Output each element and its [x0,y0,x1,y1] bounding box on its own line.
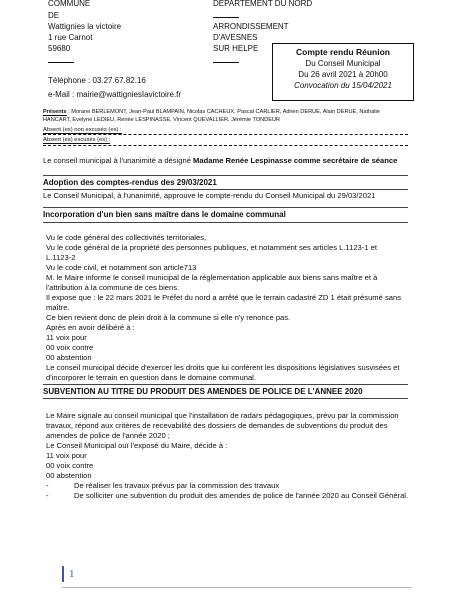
report-convocation: Convocation du 15/04/2021 [294,81,392,90]
section2-line: Vu le code général des collectivités territoriales, [46,233,207,242]
section3-line: Le Conseil Municipal ouï l'exposé du Maire, décide à : [46,441,228,450]
absent-unexcused: Absent (es) non excusés (es) : [43,127,122,133]
section2-vote-for: 11 voix pour [46,333,87,342]
section2-line: Après en avoir délibéré à : [46,323,135,332]
section2-line: maître. [46,303,70,312]
section2-title: Incorporation d'un bien sans maître dans le domaine communal [43,210,286,219]
section2-line: Il expose que : le 22 mars 2021 le Préfet du nord a arrêté que le terrain cadastré ZD 1 était présumé sans [46,293,401,302]
section3-bullet: - De réaliser les travaux prévus par la commission des travaux [46,481,280,490]
report-date-line: Du 26 avril 2021 à 20h00 [298,70,388,79]
attendance-divider-1 [43,134,408,135]
section2-line: Vu le code général de la propriété des personnes publiques, et notamment ses articles L.1123-1 et [46,243,377,252]
section2-line: d'incorporer le terrain en question dans le domaine communal. [46,373,256,382]
page-number-bar [62,566,64,582]
commune-phone: Téléphone : 03.27.67.82.16 [48,76,146,85]
section2-title-rule [43,222,408,223]
section2-line: M. le Maire informe le conseil municipal de la réglementation applicable aux biens sans maître et à [46,273,378,282]
report-council-line: Du Conseil Municipal [305,59,381,68]
report-box [272,43,414,101]
section2-line: Le conseil municipal décide d'exercer les droits que lui confèrent les dispositions législatives susvisées et [46,363,400,372]
arrondissement-line-2: D'AVESNES [213,33,258,42]
section3-bullet: - De solliciter une subvention du produit des amendes de police de l'année 2020 au Conseil Général. [46,491,409,500]
attendance-divider-2 [43,145,408,146]
commune-postcode: 59680 [48,44,71,53]
section3-line: Le Maire signale au conseil municipal que l'installation de radars pédagogiques, prévu par la commission [46,411,399,420]
section1-title-rule [43,189,408,190]
section2-top-rule [43,207,408,208]
section2-line: Ce bien revient donc de plein droit à la commune si elle n'y renonce pas. [46,313,291,322]
section2-line: L.1123-2 [46,253,76,262]
absent-excused: Absent (es) excusés (es) : [43,137,111,143]
section3-vote-for: 11 voix pour [46,451,87,460]
attendance-present [43,109,380,116]
section1-top-rule [43,175,408,176]
section3-line: amendes de police de l'année 2020 ; [46,431,170,440]
section3-line: travaux, répond aux critères de recevabilité des dossiers de demandes de subventions du produit des [46,421,388,430]
arrondissement-line-1: ARRONDISSEMENT [213,22,289,31]
arrondissement-line-3: SUR HELPE [213,44,259,53]
page-number: 1 [69,568,75,580]
commune-email: e-Mail : mairie@wattigniesIavictoire.fr [48,90,182,99]
section2-body [46,233,401,383]
commune-name: COMMUNE [48,0,91,8]
commune-divider [48,62,74,63]
section3-title-rule [43,398,408,399]
departement-divider-1 [213,17,239,18]
present-label: Présents [43,109,67,115]
section3-body [46,411,408,501]
section3-vote-against: 00 voix contre [46,461,94,470]
departement-title: DEPARTEMENT DU NORD [213,0,313,8]
commune-street: 1 rue Carnot [48,33,93,42]
section2-vote-abstention: 00 abstention [46,353,92,362]
section2-vote-against: 00 voix contre [46,343,94,352]
section3-title: SUBVENTION AU TITRE DU PRODUIT DES AMENDES DE POLICE DE L'ANNEE 2020 [43,387,363,396]
departement-divider-2 [213,62,239,63]
section1-title: Adoption des comptes-rendus des 29/03/2021 [43,178,217,187]
commune-town: Wattignies la victoire [48,22,122,31]
present-names: : Morane BERLEMONT, Jean-Paul BLAMPAIN, Nicolas CACHEUX, Pascal CARLIER, Adrien DERUE, Alain DERUE, Nathalie [66,109,380,115]
section2-line: Vu le code civil, et notamment son article713 [46,263,197,272]
section3-vote-abstention: 00 abstention [46,471,92,480]
section3-top-rule [43,384,408,385]
attendance-present-2: HANCART, Evelyne LEDIEU, Renée LESPINASSE, Vincent QUEVALLIER, Jérémie TONDEUR [43,117,280,123]
report-title: Compte rendu Réunion [296,47,390,57]
footer-rule [62,587,412,588]
secretary-line: Le conseil municipal à l'unanimité a désigné Madame Renée Lespinasse comme secrétaire de séance [43,156,398,165]
section2-line: l'attribution à la commune de ces biens. [46,283,180,292]
commune-de: DE [48,11,60,20]
section1-text: Le Conseil Municipal, à l'unanimité, approuve le compte-rendu du Conseil Municipal du 29/03/2021 [43,191,376,200]
